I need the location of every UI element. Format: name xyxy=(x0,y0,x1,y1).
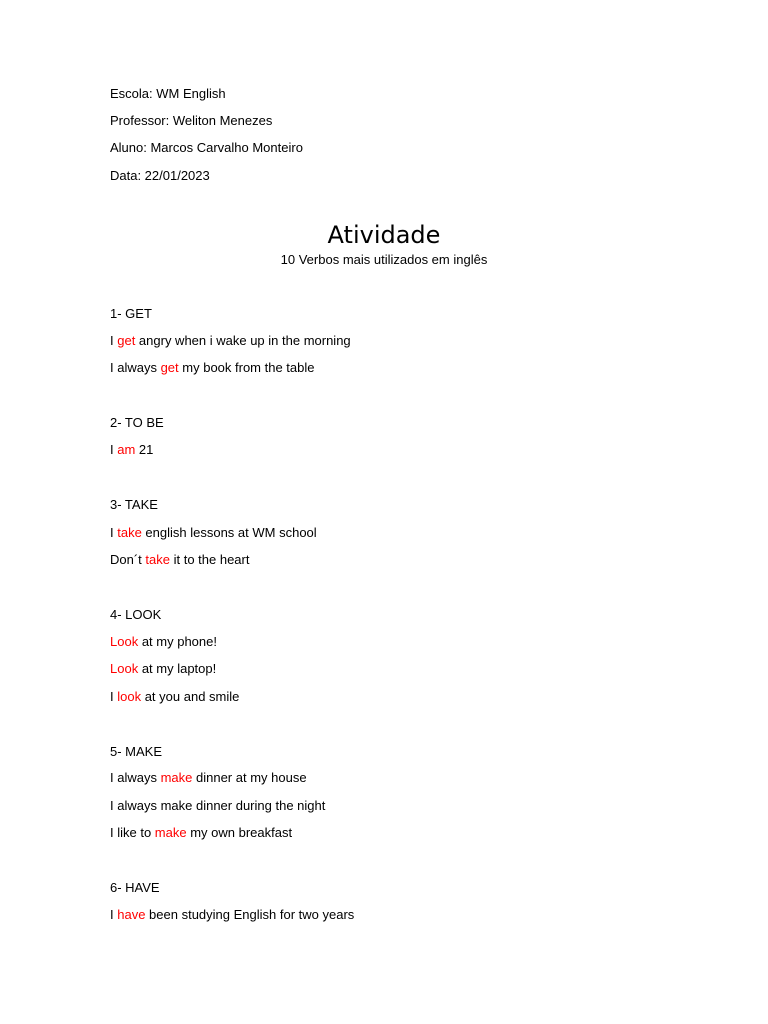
example-sentence xyxy=(110,661,216,677)
page-subtitle: 10 Verbos mais utilizados em inglês xyxy=(280,252,488,267)
sentence-text: I xyxy=(110,525,118,540)
example-sentence xyxy=(110,333,351,349)
example-sentence xyxy=(110,689,239,705)
sentence-text: I always xyxy=(110,770,161,785)
student-line: Aluno: Marcos Carvalho Monteiro xyxy=(110,140,303,155)
sentence-text: my own breakfast xyxy=(186,825,293,840)
section-heading: 3- TAKE xyxy=(110,497,158,512)
example-sentence xyxy=(110,360,315,376)
sentence-text: at my laptop! xyxy=(138,661,217,676)
sentence-text: english lessons at WM school xyxy=(141,525,317,540)
sentence-text: Don´t xyxy=(110,552,146,567)
highlighted-verb: Look xyxy=(110,661,139,676)
highlighted-verb: make xyxy=(160,770,193,785)
sentence-text: 21 xyxy=(135,442,154,457)
sentence-text: I always make dinner during the night xyxy=(110,798,326,813)
highlighted-verb: look xyxy=(117,689,142,704)
example-sentence xyxy=(110,552,249,568)
section-heading: 4- LOOK xyxy=(110,607,162,622)
highlighted-verb: am xyxy=(117,442,136,457)
section-heading: 6- HAVE xyxy=(110,880,160,895)
example-sentence xyxy=(110,825,292,841)
page-title: Atividade xyxy=(327,221,441,249)
highlighted-verb: have xyxy=(117,907,146,922)
sentence-text: been studying English for two years xyxy=(145,907,355,922)
school-line: Escola: WM English xyxy=(110,86,226,101)
sentence-text: my book from the table xyxy=(178,360,315,375)
sentence-text: it to the heart xyxy=(169,552,250,567)
example-sentence xyxy=(110,907,354,923)
highlighted-verb: make xyxy=(154,825,187,840)
example-sentence xyxy=(110,442,153,458)
example-sentence xyxy=(110,525,317,541)
section-heading: 5- MAKE xyxy=(110,744,163,759)
example-sentence xyxy=(110,770,307,786)
sentence-text: at you and smile xyxy=(141,689,240,704)
section-heading: 1- GET xyxy=(110,306,152,321)
sentence-text: at my phone! xyxy=(138,634,217,649)
sentence-text: I xyxy=(110,689,118,704)
teacher-line: Professor: Weliton Menezes xyxy=(110,113,273,128)
sentence-text: I xyxy=(110,907,118,922)
sentence-text: dinner at my house xyxy=(192,770,307,785)
highlighted-verb: Look xyxy=(110,634,139,649)
highlighted-verb: take xyxy=(117,525,142,540)
sentence-text: I like to xyxy=(110,825,155,840)
example-sentence xyxy=(110,634,217,650)
sentence-text: I xyxy=(110,333,118,348)
sentence-text: I always xyxy=(110,360,161,375)
sentence-text: I xyxy=(110,442,118,457)
date-line: Data: 22/01/2023 xyxy=(110,168,210,183)
highlighted-verb: get xyxy=(160,360,179,375)
section-heading: 2- TO BE xyxy=(110,415,164,430)
example-sentence xyxy=(110,798,325,814)
sentence-text: angry when i wake up in the morning xyxy=(135,333,351,348)
highlighted-verb: get xyxy=(117,333,136,348)
highlighted-verb: take xyxy=(145,552,170,567)
